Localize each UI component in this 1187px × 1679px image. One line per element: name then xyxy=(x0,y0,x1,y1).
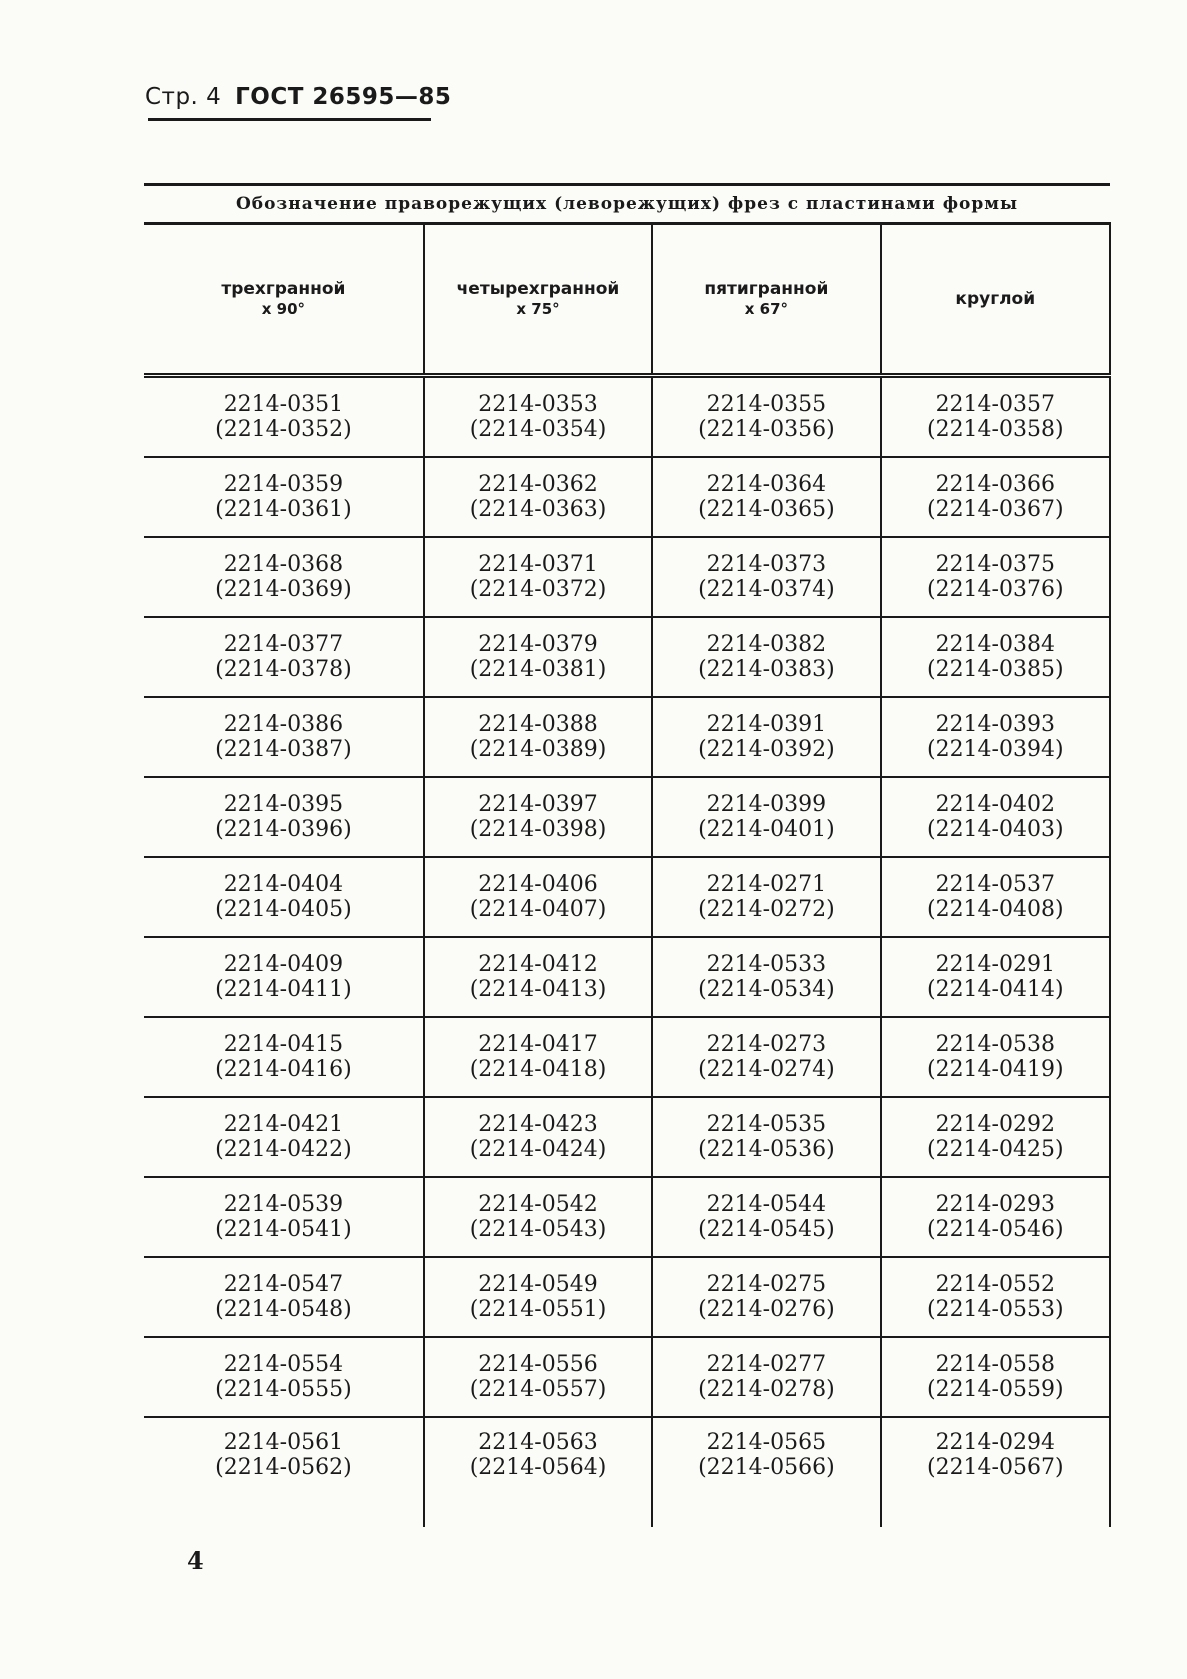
table-cell xyxy=(881,1337,1110,1417)
table-cell xyxy=(881,376,1110,458)
right-hand-code: 2214-0533 xyxy=(706,952,827,977)
right-hand-code: 2214-0535 xyxy=(706,1112,827,1137)
table-cell xyxy=(652,537,880,617)
table-cell xyxy=(652,857,880,937)
table-cell xyxy=(424,376,652,458)
table-row xyxy=(144,857,1110,937)
table-row xyxy=(144,697,1110,777)
left-hand-code: (2214-0389) xyxy=(469,737,607,762)
right-hand-code: 2214-0384 xyxy=(935,632,1055,657)
column-header-label: четырехгранной xyxy=(456,279,620,299)
left-hand-code: (2214-0387) xyxy=(215,737,352,762)
table-row xyxy=(144,1417,1110,1527)
page-label: Стр. 4 xyxy=(145,84,222,110)
table-cell xyxy=(144,537,424,617)
left-hand-code: (2214-0354) xyxy=(469,417,607,442)
right-hand-code: 2214-0377 xyxy=(223,632,344,657)
table-row xyxy=(144,1257,1110,1337)
right-hand-code: 2214-0386 xyxy=(223,712,344,737)
table-row xyxy=(144,457,1110,537)
right-hand-code: 2214-0351 xyxy=(223,392,344,417)
table-cell xyxy=(881,857,1110,937)
table-cell xyxy=(424,777,652,857)
right-hand-code: 2214-0364 xyxy=(706,472,827,497)
right-hand-code: 2214-0359 xyxy=(223,472,344,497)
table-cell xyxy=(881,1017,1110,1097)
right-hand-code: 2214-0415 xyxy=(223,1032,344,1057)
right-hand-code: 2214-0406 xyxy=(478,872,598,897)
table-cell xyxy=(144,1257,424,1337)
right-hand-code: 2214-0397 xyxy=(478,792,598,817)
right-hand-code: 2214-0362 xyxy=(478,472,598,497)
table-cell xyxy=(144,617,424,697)
table-cell xyxy=(424,1177,652,1257)
column-header-square xyxy=(424,224,652,376)
table-cell xyxy=(652,617,880,697)
column-header-angle: х 75° xyxy=(516,300,560,318)
column-header-pentagonal xyxy=(652,224,880,376)
right-hand-code: 2214-0355 xyxy=(706,392,827,417)
left-hand-code: (2214-0551) xyxy=(469,1297,607,1322)
table-row xyxy=(144,376,1110,458)
table-row xyxy=(144,1097,1110,1177)
table-row xyxy=(144,937,1110,1017)
left-hand-code: (2214-0272) xyxy=(698,897,835,922)
right-hand-code: 2214-0382 xyxy=(706,632,827,657)
right-hand-code: 2214-0556 xyxy=(478,1352,598,1377)
right-hand-code: 2214-0417 xyxy=(478,1032,598,1057)
table-cell xyxy=(881,777,1110,857)
left-hand-code: (2214-0416) xyxy=(215,1057,352,1082)
table-cell xyxy=(652,1257,880,1337)
right-hand-code: 2214-0421 xyxy=(223,1112,344,1137)
right-hand-code: 2214-0393 xyxy=(935,712,1055,737)
left-hand-code: (2214-0418) xyxy=(469,1057,607,1082)
left-hand-code: (2214-0413) xyxy=(469,977,607,1002)
table-cell xyxy=(881,1097,1110,1177)
table-row xyxy=(144,1177,1110,1257)
left-hand-code: (2214-0536) xyxy=(698,1137,835,1162)
table-cell xyxy=(144,1177,424,1257)
table-cell xyxy=(652,1337,880,1417)
left-hand-code: (2214-0414) xyxy=(926,977,1064,1002)
left-hand-code: (2214-0562) xyxy=(215,1455,352,1480)
right-hand-code: 2214-0373 xyxy=(706,552,827,577)
left-hand-code: (2214-0383) xyxy=(698,657,835,682)
right-hand-code: 2214-0538 xyxy=(935,1032,1055,1057)
table-cell xyxy=(652,1097,880,1177)
right-hand-code: 2214-0291 xyxy=(935,952,1055,977)
right-hand-code: 2214-0412 xyxy=(478,952,598,977)
table-cell xyxy=(881,617,1110,697)
left-hand-code: (2214-0367) xyxy=(926,497,1064,522)
right-hand-code: 2214-0539 xyxy=(223,1192,344,1217)
table-cell xyxy=(881,1417,1110,1527)
left-hand-code: (2214-0356) xyxy=(698,417,835,442)
right-hand-code: 2214-0549 xyxy=(478,1272,598,1297)
column-header-angle: х 90° xyxy=(261,300,306,318)
table-cell xyxy=(424,617,652,697)
table-cell xyxy=(144,1337,424,1417)
left-hand-code: (2214-0553) xyxy=(926,1297,1064,1322)
left-hand-code: (2214-0398) xyxy=(469,817,607,842)
right-hand-code: 2214-0273 xyxy=(706,1032,827,1057)
left-hand-code: (2214-0419) xyxy=(926,1057,1064,1082)
left-hand-code: (2214-0555) xyxy=(215,1377,352,1402)
right-hand-code: 2214-0379 xyxy=(478,632,598,657)
right-hand-code: 2214-0542 xyxy=(478,1192,598,1217)
table-cell xyxy=(424,937,652,1017)
right-hand-code: 2214-0554 xyxy=(223,1352,344,1377)
left-hand-code: (2214-0381) xyxy=(469,657,607,682)
table-cell xyxy=(881,697,1110,777)
left-hand-code: (2214-0274) xyxy=(698,1057,835,1082)
left-hand-code: (2214-0403) xyxy=(926,817,1064,842)
right-hand-code: 2214-0271 xyxy=(706,872,827,897)
table-cell xyxy=(144,1097,424,1177)
table-cell xyxy=(144,937,424,1017)
table-row xyxy=(144,617,1110,697)
table-cell xyxy=(424,1257,652,1337)
left-hand-code: (2214-0365) xyxy=(698,497,835,522)
table-row xyxy=(144,777,1110,857)
right-hand-code: 2214-0293 xyxy=(935,1192,1055,1217)
table-cell xyxy=(652,1177,880,1257)
left-hand-code: (2214-0276) xyxy=(698,1297,835,1322)
table-cell xyxy=(881,1257,1110,1337)
left-hand-code: (2214-0372) xyxy=(469,577,607,602)
left-hand-code: (2214-0548) xyxy=(215,1297,352,1322)
left-hand-code: (2214-0401) xyxy=(698,817,835,842)
table-cell xyxy=(144,376,424,458)
right-hand-code: 2214-0353 xyxy=(478,392,598,417)
left-hand-code: (2214-0361) xyxy=(215,497,352,522)
right-hand-code: 2214-0537 xyxy=(935,872,1055,897)
table-body xyxy=(144,376,1110,1528)
table-cell xyxy=(652,697,880,777)
left-hand-code: (2214-0378) xyxy=(215,657,352,682)
right-hand-code: 2214-0402 xyxy=(935,792,1055,817)
table-cell xyxy=(424,1337,652,1417)
right-hand-code: 2214-0371 xyxy=(478,552,598,577)
table-cell xyxy=(144,1017,424,1097)
right-hand-code: 2214-0292 xyxy=(935,1112,1055,1137)
left-hand-code: (2214-0363) xyxy=(469,497,607,522)
right-hand-code: 2214-0404 xyxy=(223,872,344,897)
left-hand-code: (2214-0385) xyxy=(926,657,1064,682)
designation-table-wrap xyxy=(144,183,1111,1527)
left-hand-code: (2214-0405) xyxy=(215,897,352,922)
table-cell xyxy=(881,457,1110,537)
right-hand-code: 2214-0388 xyxy=(478,712,598,737)
left-hand-code: (2214-0392) xyxy=(698,737,835,762)
left-hand-code: (2214-0376) xyxy=(926,577,1064,602)
column-header-row xyxy=(144,224,1110,376)
table-row xyxy=(144,1337,1110,1417)
right-hand-code: 2214-0399 xyxy=(706,792,827,817)
left-hand-code: (2214-0559) xyxy=(926,1377,1064,1402)
table-cell xyxy=(652,457,880,537)
table-cell xyxy=(652,1417,880,1527)
right-hand-code: 2214-0552 xyxy=(935,1272,1055,1297)
column-header-round xyxy=(881,224,1110,376)
right-hand-code: 2214-0391 xyxy=(706,712,827,737)
left-hand-code: (2214-0407) xyxy=(469,897,607,922)
table-cell xyxy=(144,857,424,937)
table-cell xyxy=(881,937,1110,1017)
left-hand-code: (2214-0278) xyxy=(698,1377,835,1402)
right-hand-code: 2214-0357 xyxy=(935,392,1055,417)
table-cell xyxy=(881,1177,1110,1257)
table-cell xyxy=(652,777,880,857)
table-cell xyxy=(144,777,424,857)
table-cell xyxy=(424,1417,652,1527)
left-hand-code: (2214-0408) xyxy=(926,897,1064,922)
left-hand-code: (2214-0557) xyxy=(469,1377,607,1402)
left-hand-code: (2214-0545) xyxy=(698,1217,835,1242)
table-cell xyxy=(652,376,880,458)
header-rule xyxy=(148,118,431,121)
left-hand-code: (2214-0424) xyxy=(469,1137,607,1162)
column-header-label: трехгранной xyxy=(221,279,346,299)
right-hand-code: 2214-0563 xyxy=(478,1430,598,1455)
table-cell xyxy=(424,697,652,777)
column-header-label: пятигранной xyxy=(704,279,829,299)
table-row xyxy=(144,1017,1110,1097)
table-cell xyxy=(424,1097,652,1177)
left-hand-code: (2214-0352) xyxy=(215,417,352,442)
left-hand-code: (2214-0425) xyxy=(926,1137,1064,1162)
table-cell xyxy=(881,537,1110,617)
right-hand-code: 2214-0409 xyxy=(223,952,344,977)
table-cell xyxy=(652,937,880,1017)
right-hand-code: 2214-0544 xyxy=(706,1192,827,1217)
right-hand-code: 2214-0277 xyxy=(706,1352,827,1377)
right-hand-code: 2214-0547 xyxy=(223,1272,344,1297)
left-hand-code: (2214-0422) xyxy=(215,1137,352,1162)
table-cell xyxy=(424,457,652,537)
page-header xyxy=(145,84,451,110)
right-hand-code: 2214-0275 xyxy=(706,1272,827,1297)
page-number: 4 xyxy=(187,1546,204,1575)
left-hand-code: (2214-0369) xyxy=(215,577,352,602)
right-hand-code: 2214-0565 xyxy=(706,1430,827,1455)
left-hand-code: (2214-0543) xyxy=(469,1217,607,1242)
table-cell xyxy=(652,1017,880,1097)
left-hand-code: (2214-0541) xyxy=(215,1217,352,1242)
left-hand-code: (2214-0566) xyxy=(698,1455,835,1480)
right-hand-code: 2214-0561 xyxy=(223,1430,344,1455)
table-row xyxy=(144,537,1110,617)
right-hand-code: 2214-0375 xyxy=(935,552,1055,577)
left-hand-code: (2214-0546) xyxy=(926,1217,1064,1242)
right-hand-code: 2214-0366 xyxy=(935,472,1055,497)
left-hand-code: (2214-0396) xyxy=(215,817,352,842)
column-header-angle: х 67° xyxy=(744,300,789,318)
right-hand-code: 2214-0294 xyxy=(935,1430,1055,1455)
left-hand-code: (2214-0534) xyxy=(698,977,835,1002)
column-header-triangular xyxy=(144,224,424,376)
column-header-label: круглой xyxy=(955,289,1036,309)
table-cell xyxy=(424,537,652,617)
table-cell xyxy=(144,697,424,777)
right-hand-code: 2214-0558 xyxy=(935,1352,1055,1377)
left-hand-code: (2214-0394) xyxy=(926,737,1064,762)
standard-number: ГОСТ 26595—85 xyxy=(235,84,452,110)
right-hand-code: 2214-0368 xyxy=(223,552,344,577)
left-hand-code: (2214-0411) xyxy=(215,977,352,1002)
table-cell xyxy=(144,457,424,537)
left-hand-code: (2214-0564) xyxy=(469,1455,607,1480)
right-hand-code: 2214-0395 xyxy=(223,792,344,817)
table-cell xyxy=(424,857,652,937)
table-cell xyxy=(144,1417,424,1527)
left-hand-code: (2214-0567) xyxy=(926,1455,1064,1480)
right-hand-code: 2214-0423 xyxy=(478,1112,598,1137)
left-hand-code: (2214-0374) xyxy=(698,577,835,602)
table-cell xyxy=(424,1017,652,1097)
table-caption: Обозначение праворежущих (леворежущих) фрез с пластинами формы xyxy=(144,185,1110,224)
designation-table xyxy=(144,183,1111,1527)
left-hand-code: (2214-0358) xyxy=(926,417,1064,442)
